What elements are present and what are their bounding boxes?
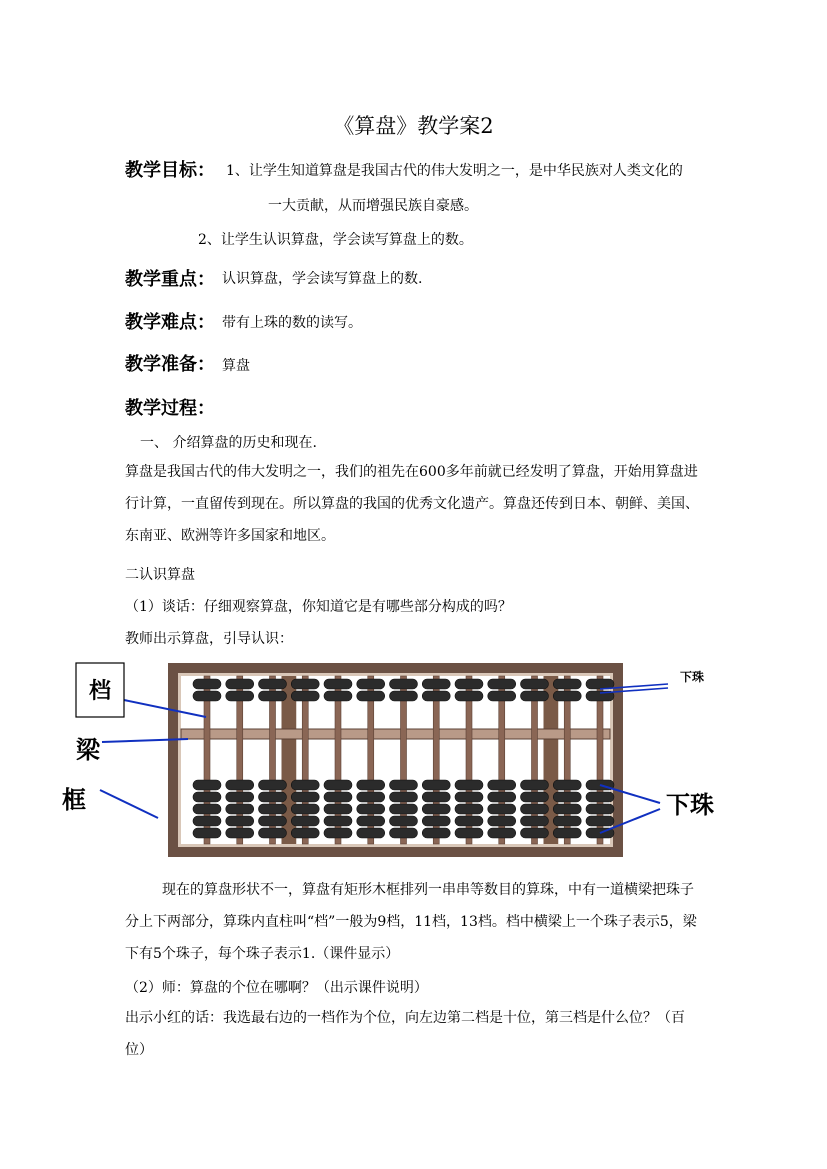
lower-bead — [422, 828, 450, 838]
section-2-title: 二认识算盘 — [125, 567, 195, 583]
lower-bead — [586, 792, 614, 802]
lower-bead — [291, 792, 319, 802]
focus-text: 认识算盘，学会读写算盘上的数. — [222, 271, 423, 287]
lower-bead — [226, 792, 254, 802]
label-frame: 框 — [62, 786, 86, 814]
lower-bead — [259, 816, 287, 826]
lower-bead — [422, 792, 450, 802]
lower-bead — [553, 816, 581, 826]
goal-2: 2、让学生认识算盘，学会读写算盘上的数。 — [198, 232, 473, 248]
goal-1-line-1: 1、让学生知道算盘是我国古代的伟大发明之一，是中华民族对人类文化的 — [226, 163, 683, 179]
difficulty-heading: 教学难点： — [125, 312, 215, 333]
page-title: 《算盘》教学案2 — [333, 114, 494, 138]
upper-bead — [521, 679, 549, 689]
lower-bead — [291, 816, 319, 826]
lower-bead — [521, 828, 549, 838]
upper-bead — [226, 691, 254, 701]
preparation-heading: 教学准备： — [125, 354, 215, 375]
structure-paragraph: 现在的算盘形状不一，算盘有矩形木框排列一串串等数目的算珠，中有一道横梁把珠子分上下两部分，算珠内直柱叫“档”一般为9档，11档，13档。档中横梁上一个珠子表示5，梁下有5个珠子，每个珠子表示1.（课件显示） — [125, 882, 697, 962]
lower-bead — [357, 780, 385, 790]
history-paragraph: 算盘是我国古代的伟大发明之一，我们的祖先在600多年前就已经发明了算盘，开始用算盘进行计算，一直留传到现在。所以算盘的我国的优秀文化遗产。算盘还传到日本、朝鲜、美国、东南亚、欧洲等许多国家和地区。 — [125, 464, 699, 544]
upper-bead — [422, 691, 450, 701]
preparation-text: 算盘 — [222, 358, 250, 374]
lower-bead — [553, 804, 581, 814]
xiaohong-paragraph: 出示小红的话：我选最右边的一档作为个位，向左边第二档是十位，第三档是什么位？（百位） — [125, 1010, 685, 1058]
lower-bead — [193, 816, 221, 826]
section-1-title: 一、 介绍算盘的历史和现在. — [140, 435, 317, 451]
lower-bead — [390, 816, 418, 826]
lower-bead — [390, 804, 418, 814]
lower-bead — [193, 804, 221, 814]
lower-bead — [553, 780, 581, 790]
lower-bead — [586, 804, 614, 814]
lower-bead — [226, 816, 254, 826]
upper-bead — [455, 679, 483, 689]
upper-bead — [521, 691, 549, 701]
lower-bead — [422, 780, 450, 790]
lower-bead — [455, 816, 483, 826]
lower-bead — [193, 780, 221, 790]
pointer-frame — [100, 790, 158, 818]
lower-bead — [324, 804, 352, 814]
goal-1-line-2: 一大贡献，从而增强民族自豪感。 — [268, 198, 478, 214]
label-beam: 梁 — [76, 736, 100, 764]
label-rod: 档 — [88, 679, 112, 704]
lower-bead — [488, 780, 516, 790]
lower-bead — [259, 792, 287, 802]
upper-bead — [226, 679, 254, 689]
upper-bead — [291, 679, 319, 689]
lower-bead — [259, 804, 287, 814]
upper-bead — [455, 691, 483, 701]
lower-bead — [553, 792, 581, 802]
process-heading: 教学过程： — [125, 398, 215, 419]
lower-bead — [521, 780, 549, 790]
lower-bead — [488, 816, 516, 826]
upper-bead — [291, 691, 319, 701]
upper-bead — [357, 679, 385, 689]
lower-bead — [553, 828, 581, 838]
lower-bead — [291, 828, 319, 838]
lower-bead — [291, 804, 319, 814]
upper-bead — [553, 679, 581, 689]
difficulty-text: 带有上珠的数的读写。 — [222, 315, 362, 331]
lower-bead — [455, 792, 483, 802]
lower-bead — [291, 780, 319, 790]
upper-bead — [390, 679, 418, 689]
upper-bead — [488, 679, 516, 689]
question-1: （1）谈话：仔细观察算盘，你知道它是有哪些部分构成的吗？ — [125, 599, 512, 615]
lower-bead — [586, 816, 614, 826]
lower-bead — [455, 804, 483, 814]
lower-bead — [422, 804, 450, 814]
upper-bead — [422, 679, 450, 689]
upper-bead — [324, 679, 352, 689]
lower-bead — [259, 828, 287, 838]
lower-bead — [193, 792, 221, 802]
lower-bead — [488, 828, 516, 838]
upper-bead — [488, 691, 516, 701]
lower-bead — [390, 780, 418, 790]
abacus-figure — [60, 655, 740, 865]
lower-bead — [226, 780, 254, 790]
label-top-right: 下珠 — [679, 670, 705, 684]
lower-bead — [521, 804, 549, 814]
label-lower-right: 下珠 — [666, 791, 714, 819]
upper-bead — [259, 679, 287, 689]
lower-bead — [357, 792, 385, 802]
lower-bead — [390, 828, 418, 838]
lower-bead — [324, 828, 352, 838]
lower-bead — [455, 828, 483, 838]
lower-bead — [455, 780, 483, 790]
lower-bead — [259, 780, 287, 790]
lower-bead — [357, 804, 385, 814]
lower-bead — [488, 792, 516, 802]
upper-bead — [357, 691, 385, 701]
lower-bead — [390, 792, 418, 802]
lower-bead — [324, 780, 352, 790]
lower-bead — [357, 816, 385, 826]
upper-bead — [553, 691, 581, 701]
teacher-shows: 教师出示算盘，引导认识： — [125, 631, 293, 647]
lower-bead — [422, 816, 450, 826]
lower-bead — [521, 816, 549, 826]
lower-bead — [193, 828, 221, 838]
lower-bead — [324, 792, 352, 802]
lower-bead — [357, 828, 385, 838]
focus-heading: 教学重点： — [125, 269, 215, 290]
lower-bead — [488, 804, 516, 814]
upper-bead — [390, 691, 418, 701]
lower-bead — [226, 804, 254, 814]
goals-heading: 教学目标： — [125, 160, 215, 181]
upper-bead — [324, 691, 352, 701]
lower-bead — [324, 816, 352, 826]
lower-bead — [521, 792, 549, 802]
upper-bead — [259, 691, 287, 701]
question-2: （2）师：算盘的个位在哪啊？（出示课件说明） — [125, 980, 428, 996]
beam — [181, 729, 610, 739]
upper-bead — [193, 691, 221, 701]
upper-bead — [193, 679, 221, 689]
lower-bead — [226, 828, 254, 838]
